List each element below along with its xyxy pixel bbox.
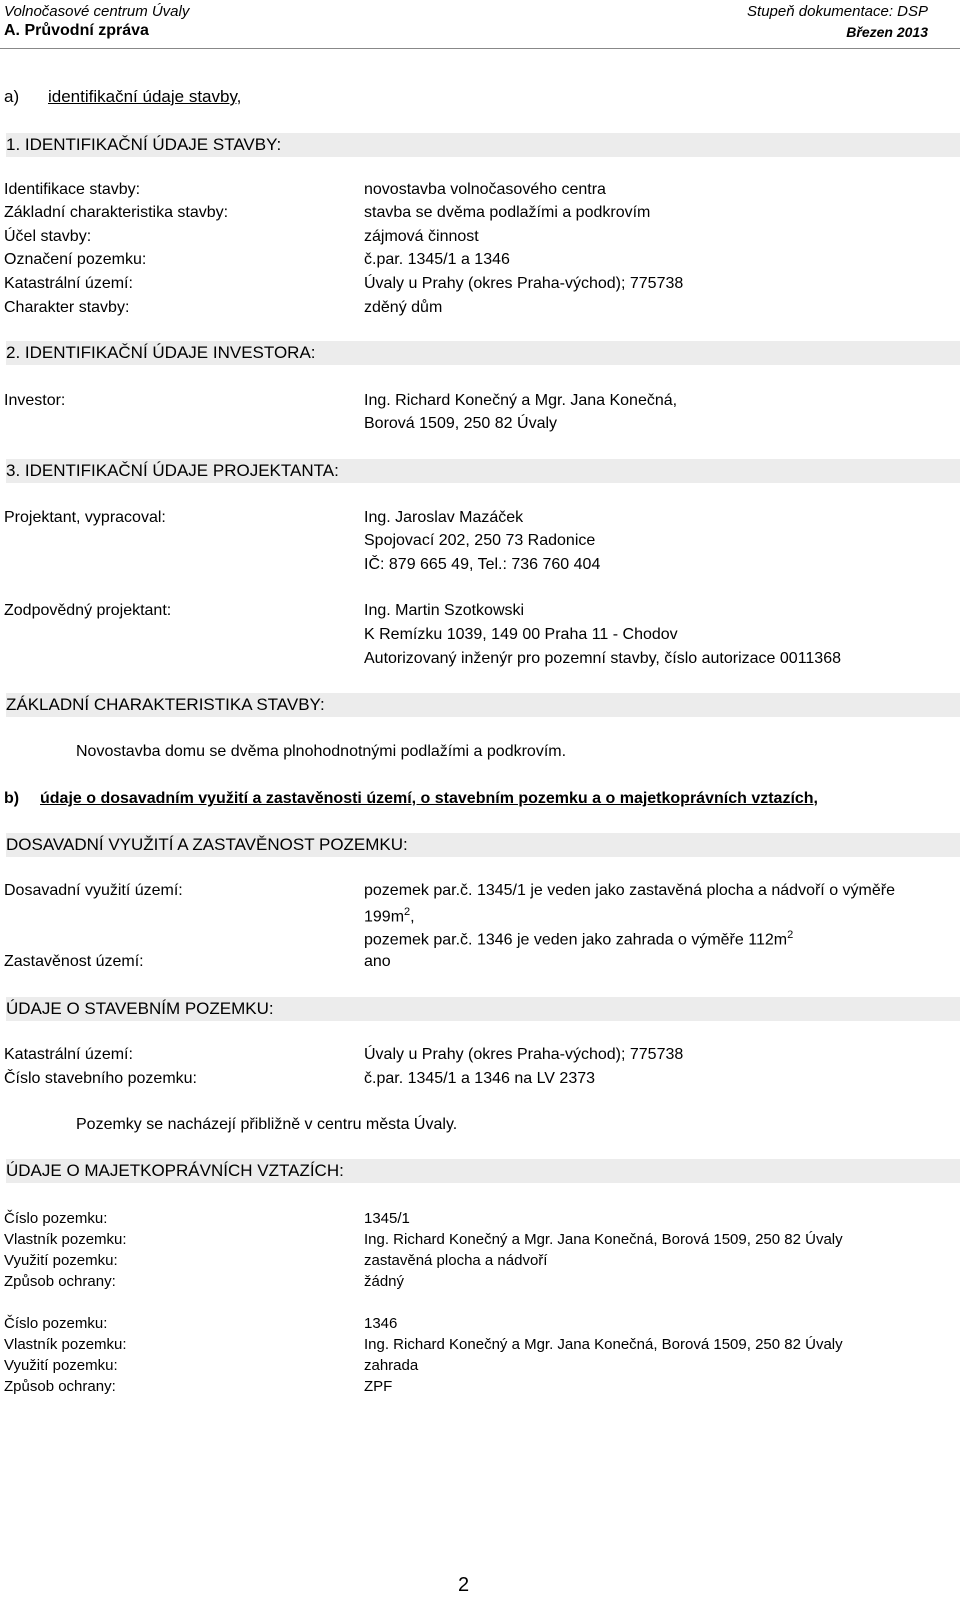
majetek-heading-bar bbox=[6, 1159, 960, 1183]
zodpovedny-label: Zodpovědný projektant: bbox=[4, 602, 172, 619]
s1-label-5: Charakter stavby: bbox=[4, 299, 130, 316]
stavebni-value-0: Úvaly u Prahy (okres Praha-východ); 775738 bbox=[364, 1046, 684, 1063]
g1-value-1: Ing. Richard Konečný a Mgr. Jana Konečná, Borová 1509, 250 82 Úvaly bbox=[364, 1231, 843, 1248]
s1-label-3: Označení pozemku: bbox=[4, 251, 147, 268]
zastavenost-label: Zastavěnost území: bbox=[4, 953, 144, 970]
s1-label-2: Účel stavby: bbox=[4, 228, 92, 245]
section-1-heading: 1. IDENTIFIKAČNÍ ÚDAJE STAVBY: bbox=[6, 135, 282, 154]
investor-line2: Borová 1509, 250 82 Úvaly bbox=[364, 415, 558, 432]
g2-value-3: ZPF bbox=[364, 1378, 393, 1395]
g1-value-2: zastavěná plocha a nádvoří bbox=[364, 1252, 548, 1269]
g2-label-0: Číslo pozemku: bbox=[4, 1315, 108, 1332]
s1-value-1: stavba se dvěma podlažími a podkrovím bbox=[364, 204, 651, 221]
zakladni-heading-bar bbox=[6, 693, 960, 717]
dosavadni-line3-base: pozemek par.č. 1346 je veden jako zahrada o výměře 112m bbox=[364, 931, 788, 949]
s1-label-4: Katastrální území: bbox=[4, 275, 133, 292]
stavebni-value-1: č.par. 1345/1 a 1346 na LV 2373 bbox=[364, 1070, 596, 1087]
s1-value-2: zájmová činnost bbox=[364, 228, 479, 245]
section-a-title: identifikační údaje stavby, bbox=[48, 87, 242, 106]
projektant-line2: Spojovací 202, 250 73 Radonice bbox=[364, 532, 596, 549]
g2-label-2: Využití pozemku: bbox=[4, 1357, 118, 1374]
zakladni-heading: ZÁKLADNÍ CHARAKTERISTIKA STAVBY: bbox=[6, 695, 325, 714]
section-2-heading-bar bbox=[6, 341, 960, 365]
projektant-line3: IČ: 879 665 49, Tel.: 736 760 404 bbox=[364, 556, 601, 573]
g1-value-3: žádný bbox=[364, 1273, 405, 1290]
section-3-heading-bar bbox=[6, 459, 960, 483]
g2-label-3: Způsob ochrany: bbox=[4, 1378, 116, 1395]
g2-label-1: Vlastník pozemku: bbox=[4, 1336, 127, 1353]
g2-value-0: 1346 bbox=[364, 1315, 398, 1332]
majetek-heading: ÚDAJE O MAJETKOPRÁVNÍCH VZTAZÍCH: bbox=[6, 1161, 344, 1180]
section-a-letter: a) bbox=[4, 87, 20, 106]
stavebni-note: Pozemky se nacházejí přibližně v centru města Úvaly. bbox=[76, 1116, 458, 1133]
section-2-heading: 2. IDENTIFIKAČNÍ ÚDAJE INVESTORA: bbox=[6, 343, 316, 362]
stavebni-label-1: Číslo stavebního pozemku: bbox=[4, 1070, 197, 1087]
section-3-heading: 3. IDENTIFIKAČNÍ ÚDAJE PROJEKTANTA: bbox=[6, 461, 339, 480]
s1-value-0: novostavba volnočasového centra bbox=[364, 181, 606, 198]
header-doc-title: A. Průvodní zpráva bbox=[4, 22, 149, 39]
dosavadni-line1: pozemek par.č. 1345/1 je veden jako zastavěná plocha a nádvoří o výměře bbox=[364, 882, 895, 899]
header-org: Volnočasové centrum Úvaly bbox=[4, 3, 190, 20]
dosavadni-heading-bar bbox=[6, 833, 960, 857]
header-stage: Stupeň dokumentace: DSP bbox=[747, 3, 928, 20]
s1-value-5: zděný dům bbox=[364, 299, 443, 316]
s1-value-4: Úvaly u Prahy (okres Praha-východ); 775738 bbox=[364, 275, 684, 292]
s1-value-3: č.par. 1345/1 a 1346 bbox=[364, 251, 510, 268]
projektant-label: Projektant, vypracoval: bbox=[4, 509, 166, 526]
investor-line1: Ing. Richard Konečný a Mgr. Jana Konečná, bbox=[364, 392, 678, 409]
dosavadni-line2 bbox=[364, 906, 415, 926]
dosavadni-line3 bbox=[364, 929, 793, 949]
page-number: 2 bbox=[458, 1574, 470, 1596]
s1-label-0: Identifikace stavby: bbox=[4, 181, 141, 198]
dosavadni-line3-sup: 2 bbox=[787, 929, 794, 941]
dosavadni-label: Dosavadní využití území: bbox=[4, 882, 183, 899]
header-rule bbox=[0, 48, 960, 49]
dosavadni-heading: DOSAVADNÍ VYUŽITÍ A ZASTAVĚNOST POZEMKU: bbox=[6, 835, 408, 854]
section-b-title: údaje o dosavadním využití a zastavěnosti území, o stavebním pozemku a o majetkoprávních vztazích, bbox=[40, 790, 818, 807]
zodpovedny-line2: K Remízku 1039, 149 00 Praha 11 - Chodov bbox=[364, 626, 678, 643]
g2-value-2: zahrada bbox=[364, 1357, 419, 1374]
stavebni-label-0: Katastrální území: bbox=[4, 1046, 133, 1063]
investor-label: Investor: bbox=[4, 392, 66, 409]
dosavadni-line2-tail: , bbox=[410, 908, 415, 926]
g1-label-2: Využití pozemku: bbox=[4, 1252, 118, 1269]
section-b-letter: b) bbox=[4, 790, 20, 807]
dosavadni-line2-sup: 2 bbox=[404, 906, 411, 918]
g1-label-0: Číslo pozemku: bbox=[4, 1210, 108, 1227]
stavebni-heading: ÚDAJE O STAVEBNÍM POZEMKU: bbox=[6, 999, 274, 1018]
projektant-line1: Ing. Jaroslav Mazáček bbox=[364, 509, 524, 526]
stavebni-heading-bar bbox=[6, 997, 960, 1021]
g1-label-1: Vlastník pozemku: bbox=[4, 1231, 127, 1248]
zodpovedny-line1: Ing. Martin Szotkowski bbox=[364, 602, 525, 619]
zakladni-text: Novostavba domu se dvěma plnohodnotnými podlažími a podkrovím. bbox=[76, 743, 567, 760]
header-date: Březen 2013 bbox=[846, 24, 928, 40]
g1-value-0: 1345/1 bbox=[364, 1210, 410, 1227]
zodpovedny-line3: Autorizovaný inženýr pro pozemní stavby, číslo autorizace 0011368 bbox=[364, 650, 841, 667]
s1-label-1: Základní charakteristika stavby: bbox=[4, 204, 229, 221]
g1-label-3: Způsob ochrany: bbox=[4, 1273, 116, 1290]
g2-value-1: Ing. Richard Konečný a Mgr. Jana Konečná, Borová 1509, 250 82 Úvaly bbox=[364, 1336, 843, 1353]
zastavenost-value: ano bbox=[364, 953, 391, 970]
section-1-heading-bar bbox=[6, 133, 960, 157]
dosavadni-line2-base: 199m bbox=[364, 908, 405, 926]
